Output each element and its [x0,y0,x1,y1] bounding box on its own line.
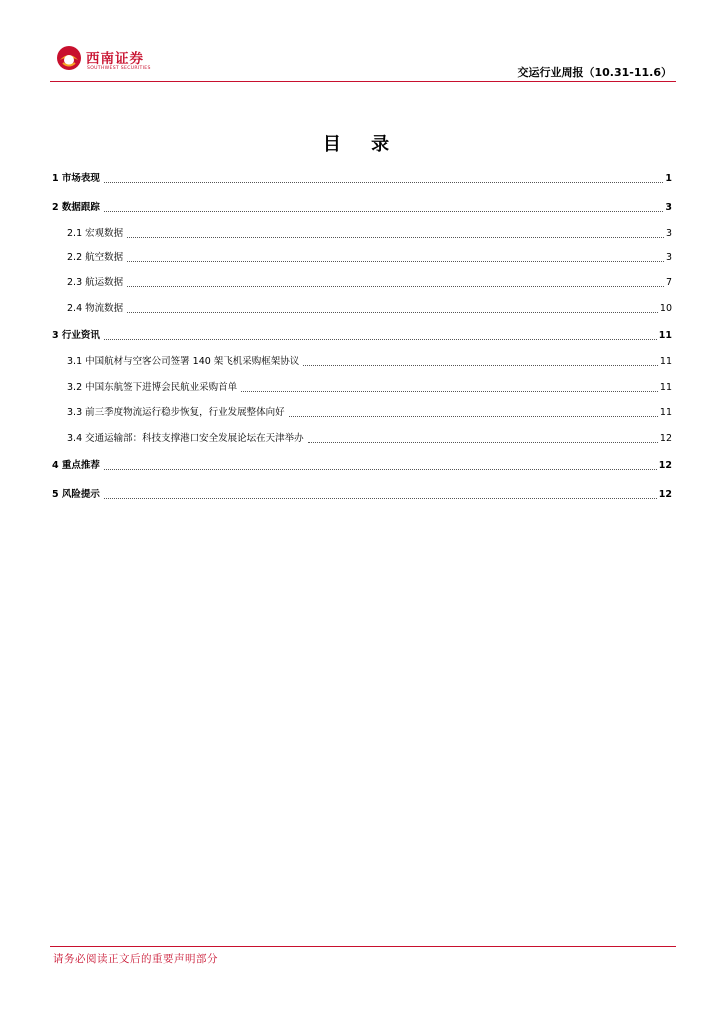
report-title: 交运行业周报（10.31-11.6） [517,66,672,79]
toc-entry-page: 11 [658,330,672,341]
toc-entry-page: 11 [659,356,672,367]
toc-leader-dots [104,498,657,499]
toc-entry-news-2[interactable] [67,380,672,396]
toc-entry-page: 12 [658,489,672,500]
header-divider [50,81,676,82]
toc-title: 目 录 [322,134,402,155]
toc-leader-dots [127,237,664,238]
toc-leader-dots [308,442,658,443]
footer-disclaimer: 请务必阅读正文后的重要声明部分 [53,953,218,965]
toc-entry-label: 3.1 中国航材与空客公司签署 140 架飞机采购框架协议 [67,356,300,367]
toc-entry-label: 3.2 中国东航签下进博会民航业采购首单 [67,382,238,393]
toc-entry-aviation-data[interactable] [67,250,672,266]
toc-entry-label: 2.2 航空数据 [67,252,124,263]
toc-entry-page: 11 [659,382,672,393]
toc-entry-market-performance[interactable] [52,171,672,187]
company-logo [56,44,186,74]
toc-entry-logistics-data[interactable] [67,301,672,317]
toc-leader-dots [127,261,664,262]
toc-leader-dots [127,312,658,313]
toc-entry-label: 2.4 物流数据 [67,303,124,314]
toc-entry-label: 3.3 前三季度物流运行稳步恢复，行业发展整体向好 [67,407,285,418]
toc-entry-label: 2.1 宏观数据 [67,228,124,239]
toc-entry-label: 5 风险提示 [52,489,100,500]
toc-entry-label: 2.3 航运数据 [67,277,124,288]
toc-entry-page: 7 [665,277,672,288]
toc-entry-news-4[interactable] [67,431,672,447]
toc-entry-news-3[interactable] [67,405,672,421]
toc-entry-macro-data[interactable] [67,226,672,242]
toc-entry-label: 3.4 交通运输部：科技支撑港口安全发展论坛在天津举办 [67,433,304,444]
southwest-securities-logo-icon [56,45,82,71]
toc-entry-label: 1 市场表现 [52,173,100,184]
toc-leader-dots [104,469,657,470]
toc-entry-page: 11 [659,407,672,418]
toc-entry-shipping-data[interactable] [67,275,672,291]
toc-entry-label: 3 行业资讯 [52,330,100,341]
toc-entry-data-tracking[interactable] [52,200,672,216]
toc-entry-page: 12 [658,460,672,471]
toc-entry-page: 3 [665,228,672,239]
toc-leader-dots [241,391,658,392]
toc-leader-dots [104,211,663,212]
toc-entry-page: 10 [659,303,672,314]
toc-entry-page: 3 [665,252,672,263]
toc-entry-industry-news[interactable] [52,328,672,344]
logo-text-cn: 西南证券 [86,51,144,67]
toc-entry-label: 2 数据跟踪 [52,202,100,213]
toc-leader-dots [104,339,657,340]
toc-entry-news-1[interactable] [67,354,672,370]
toc-leader-dots [127,286,664,287]
logo-text-en: SOUTHWEST SECURITIES [87,66,151,71]
toc-entry-page: 3 [665,202,672,213]
toc-entry-risk-warning[interactable] [52,487,672,503]
footer-divider [50,946,676,947]
toc-leader-dots [303,365,658,366]
toc-entry-page: 12 [659,433,672,444]
toc-leader-dots [104,182,663,183]
toc-entry-key-recommendations[interactable] [52,458,672,474]
toc-entry-label: 4 重点推荐 [52,460,100,471]
toc-entry-page: 1 [665,173,672,184]
toc-leader-dots [289,416,658,417]
